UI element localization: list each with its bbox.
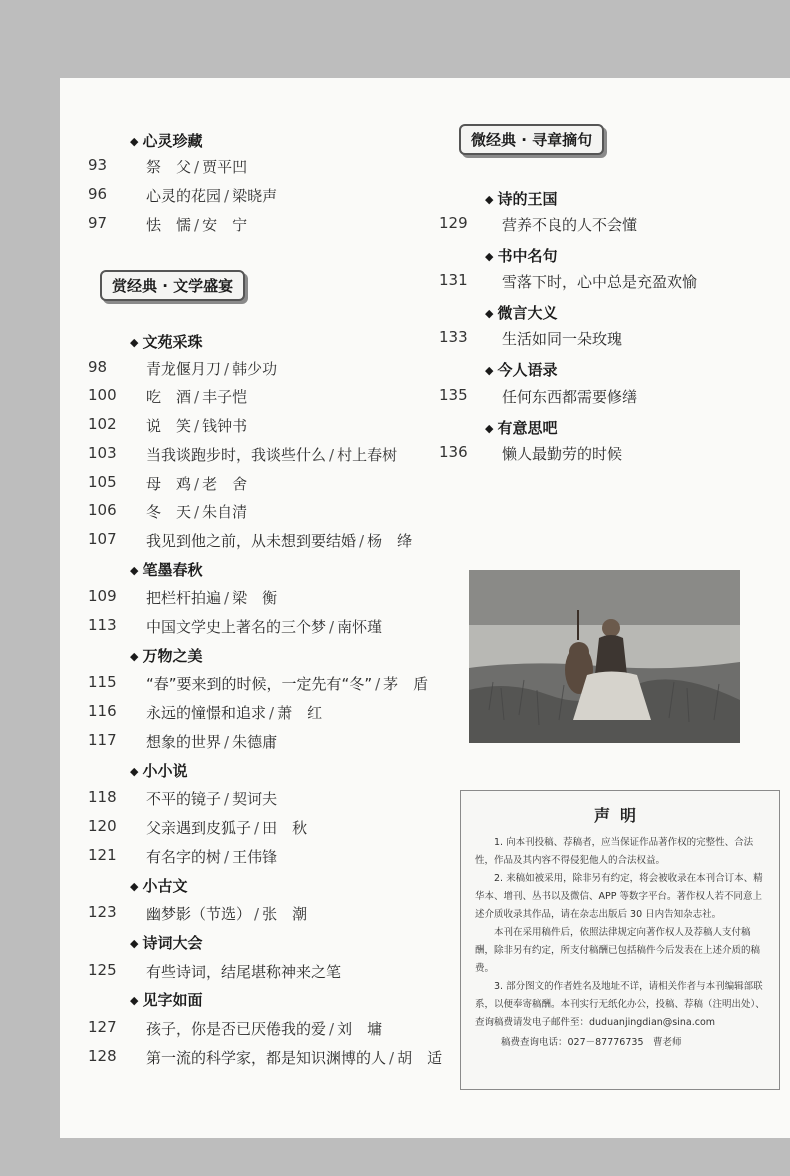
section-heading: ◆ 微言大义 [485, 304, 558, 322]
toc-entry[interactable]: 97 怯 懦 / 安 宁 [88, 214, 248, 234]
toc-entry[interactable]: 96 心灵的花园 / 梁晓声 [88, 185, 278, 205]
section-heading: ◆ 小小说 [130, 762, 188, 780]
notice-paragraph: 本刊在采用稿件后，依照法律规定向著作权人及荐稿人支付稿酬，除非另有约定，所支付稿酬已包括稿件今后发表在上述介质的稿费。 [475, 927, 761, 974]
photo-illustration [469, 570, 740, 743]
toc-entry[interactable]: 102 说 笑 / 钱钟书 [88, 415, 248, 435]
section-heading: ◆ 诗词大会 [130, 934, 203, 952]
section-heading: ◆ 笔墨春秋 [130, 561, 203, 579]
toc-entry[interactable]: 120 父亲遇到皮狐子 / 田 秋 [88, 817, 308, 837]
toc-entry[interactable]: 133 生活如同一朵玫瑰 [439, 328, 623, 348]
toc-entry[interactable]: 135 任何东西都需要修缮 [439, 386, 638, 406]
section-badge-classics: 赏经典 · 文学盛宴 [100, 270, 245, 301]
toc-entry[interactable]: 98 青龙偃月刀 / 韩少功 [88, 358, 278, 378]
section-heading: ◆ 心灵珍藏 [130, 132, 203, 150]
section-heading: ◆ 万物之美 [130, 647, 203, 665]
notice-phone: 稿费查询电话：027－87776735 曹老师 [501, 1037, 682, 1048]
section-badge-excerpts: 微经典 · 寻章摘句 [459, 124, 604, 155]
toc-entry[interactable]: 93 祭 父 / 贾平凹 [88, 156, 248, 176]
toc-entry[interactable]: 117 想象的世界 / 朱德庸 [88, 731, 278, 751]
toc-entry[interactable]: 100 吃 酒 / 丰子恺 [88, 386, 248, 406]
diamond-bullet-icon: ◆ [130, 937, 139, 950]
section-heading: ◆ 诗的王国 [485, 190, 558, 208]
copyright-notice [460, 790, 780, 1090]
toc-entry[interactable]: 113 中国文学史上著名的三个梦 / 南怀瑾 [88, 616, 383, 636]
toc-entry[interactable]: 115 “春”要来到的时候，一定先有“冬” / 茅 盾 [88, 673, 429, 693]
diamond-bullet-icon: ◆ [130, 336, 139, 349]
toc-entry[interactable]: 123 幽梦影（节选） / 张 潮 [88, 903, 308, 923]
toc-entry[interactable]: 128 第一流的科学家，都是知识渊博的人 / 胡 适 [88, 1047, 443, 1067]
section-heading: ◆ 今人语录 [485, 361, 558, 379]
notice-paragraph: 3. 部分图文的作者姓名及地址不详，请相关作者与本刊编辑部联系，以便奉寄稿酬。本刊实行无纸化办公，投稿、荐稿（注明出处）、查询稿费请发电子邮件至：duduanjingdian@sina.com [475, 981, 765, 1028]
toc-entry[interactable]: 107 我见到他之前，从未想到要结婚 / 杨 绛 [88, 530, 413, 550]
section-heading: ◆ 文苑采珠 [130, 333, 203, 351]
diamond-bullet-icon: ◆ [130, 650, 139, 663]
section-heading: ◆ 见字如面 [130, 991, 203, 1009]
diamond-bullet-icon: ◆ [130, 564, 139, 577]
notice-paragraph: 1. 向本刊投稿、荐稿者，应当保证作品著作权的完整性、合法性，作品及其内容不得侵犯他人的合法权益。 [475, 837, 754, 866]
section-heading: ◆ 书中名句 [485, 247, 558, 265]
diamond-bullet-icon: ◆ [130, 994, 139, 1007]
diamond-bullet-icon: ◆ [485, 364, 494, 377]
section-heading: ◆ 有意思吧 [485, 419, 558, 437]
diamond-bullet-icon: ◆ [485, 250, 494, 263]
toc-entry[interactable]: 136 懒人最勤劳的时候 [439, 443, 623, 463]
toc-entry[interactable]: 109 把栏杆拍遍 / 梁 衡 [88, 587, 278, 607]
toc-entry[interactable]: 129 营养不良的人不会懂 [439, 214, 638, 234]
toc-page [60, 78, 790, 1138]
diamond-bullet-icon: ◆ [130, 765, 139, 778]
notice-title: 声明 [593, 806, 646, 825]
diamond-bullet-icon: ◆ [485, 193, 494, 206]
toc-entry[interactable]: 125 有些诗词，结尾堪称神来之笔 [88, 961, 342, 981]
diamond-bullet-icon: ◆ [130, 880, 139, 893]
toc-entry[interactable]: 118 不平的镜子 / 契诃夫 [88, 788, 278, 808]
diamond-bullet-icon: ◆ [130, 135, 139, 148]
toc-entry[interactable]: 131 雪落下时，心中总是充盈欢愉 [439, 271, 698, 291]
toc-entry[interactable]: 116 永远的憧憬和追求 / 萧 红 [88, 702, 323, 722]
diamond-bullet-icon: ◆ [485, 422, 494, 435]
cello-girl-photo [469, 570, 740, 743]
toc-entry[interactable]: 103 当我谈跑步时，我谈些什么 / 村上春树 [88, 444, 398, 464]
diamond-bullet-icon: ◆ [485, 307, 494, 320]
toc-entry[interactable]: 106 冬 天 / 朱自清 [88, 501, 248, 521]
toc-entry[interactable]: 121 有名字的树 / 王伟锋 [88, 846, 278, 866]
notice-paragraph: 2. 来稿如被采用，除非另有约定，将会被收录在本刊合订本、精华本、增刊、丛书以及微信、APP 等数字平台。著作权人若不同意上述介质收录其作品，请在杂志出版后 30 日内告知杂志社。 [475, 873, 763, 920]
section-heading: ◆ 小古文 [130, 877, 188, 895]
toc-entry[interactable]: 105 母 鸡 / 老 舍 [88, 473, 248, 493]
toc-entry[interactable]: 127 孩子，你是否已厌倦我的爱 / 刘 墉 [88, 1018, 383, 1038]
